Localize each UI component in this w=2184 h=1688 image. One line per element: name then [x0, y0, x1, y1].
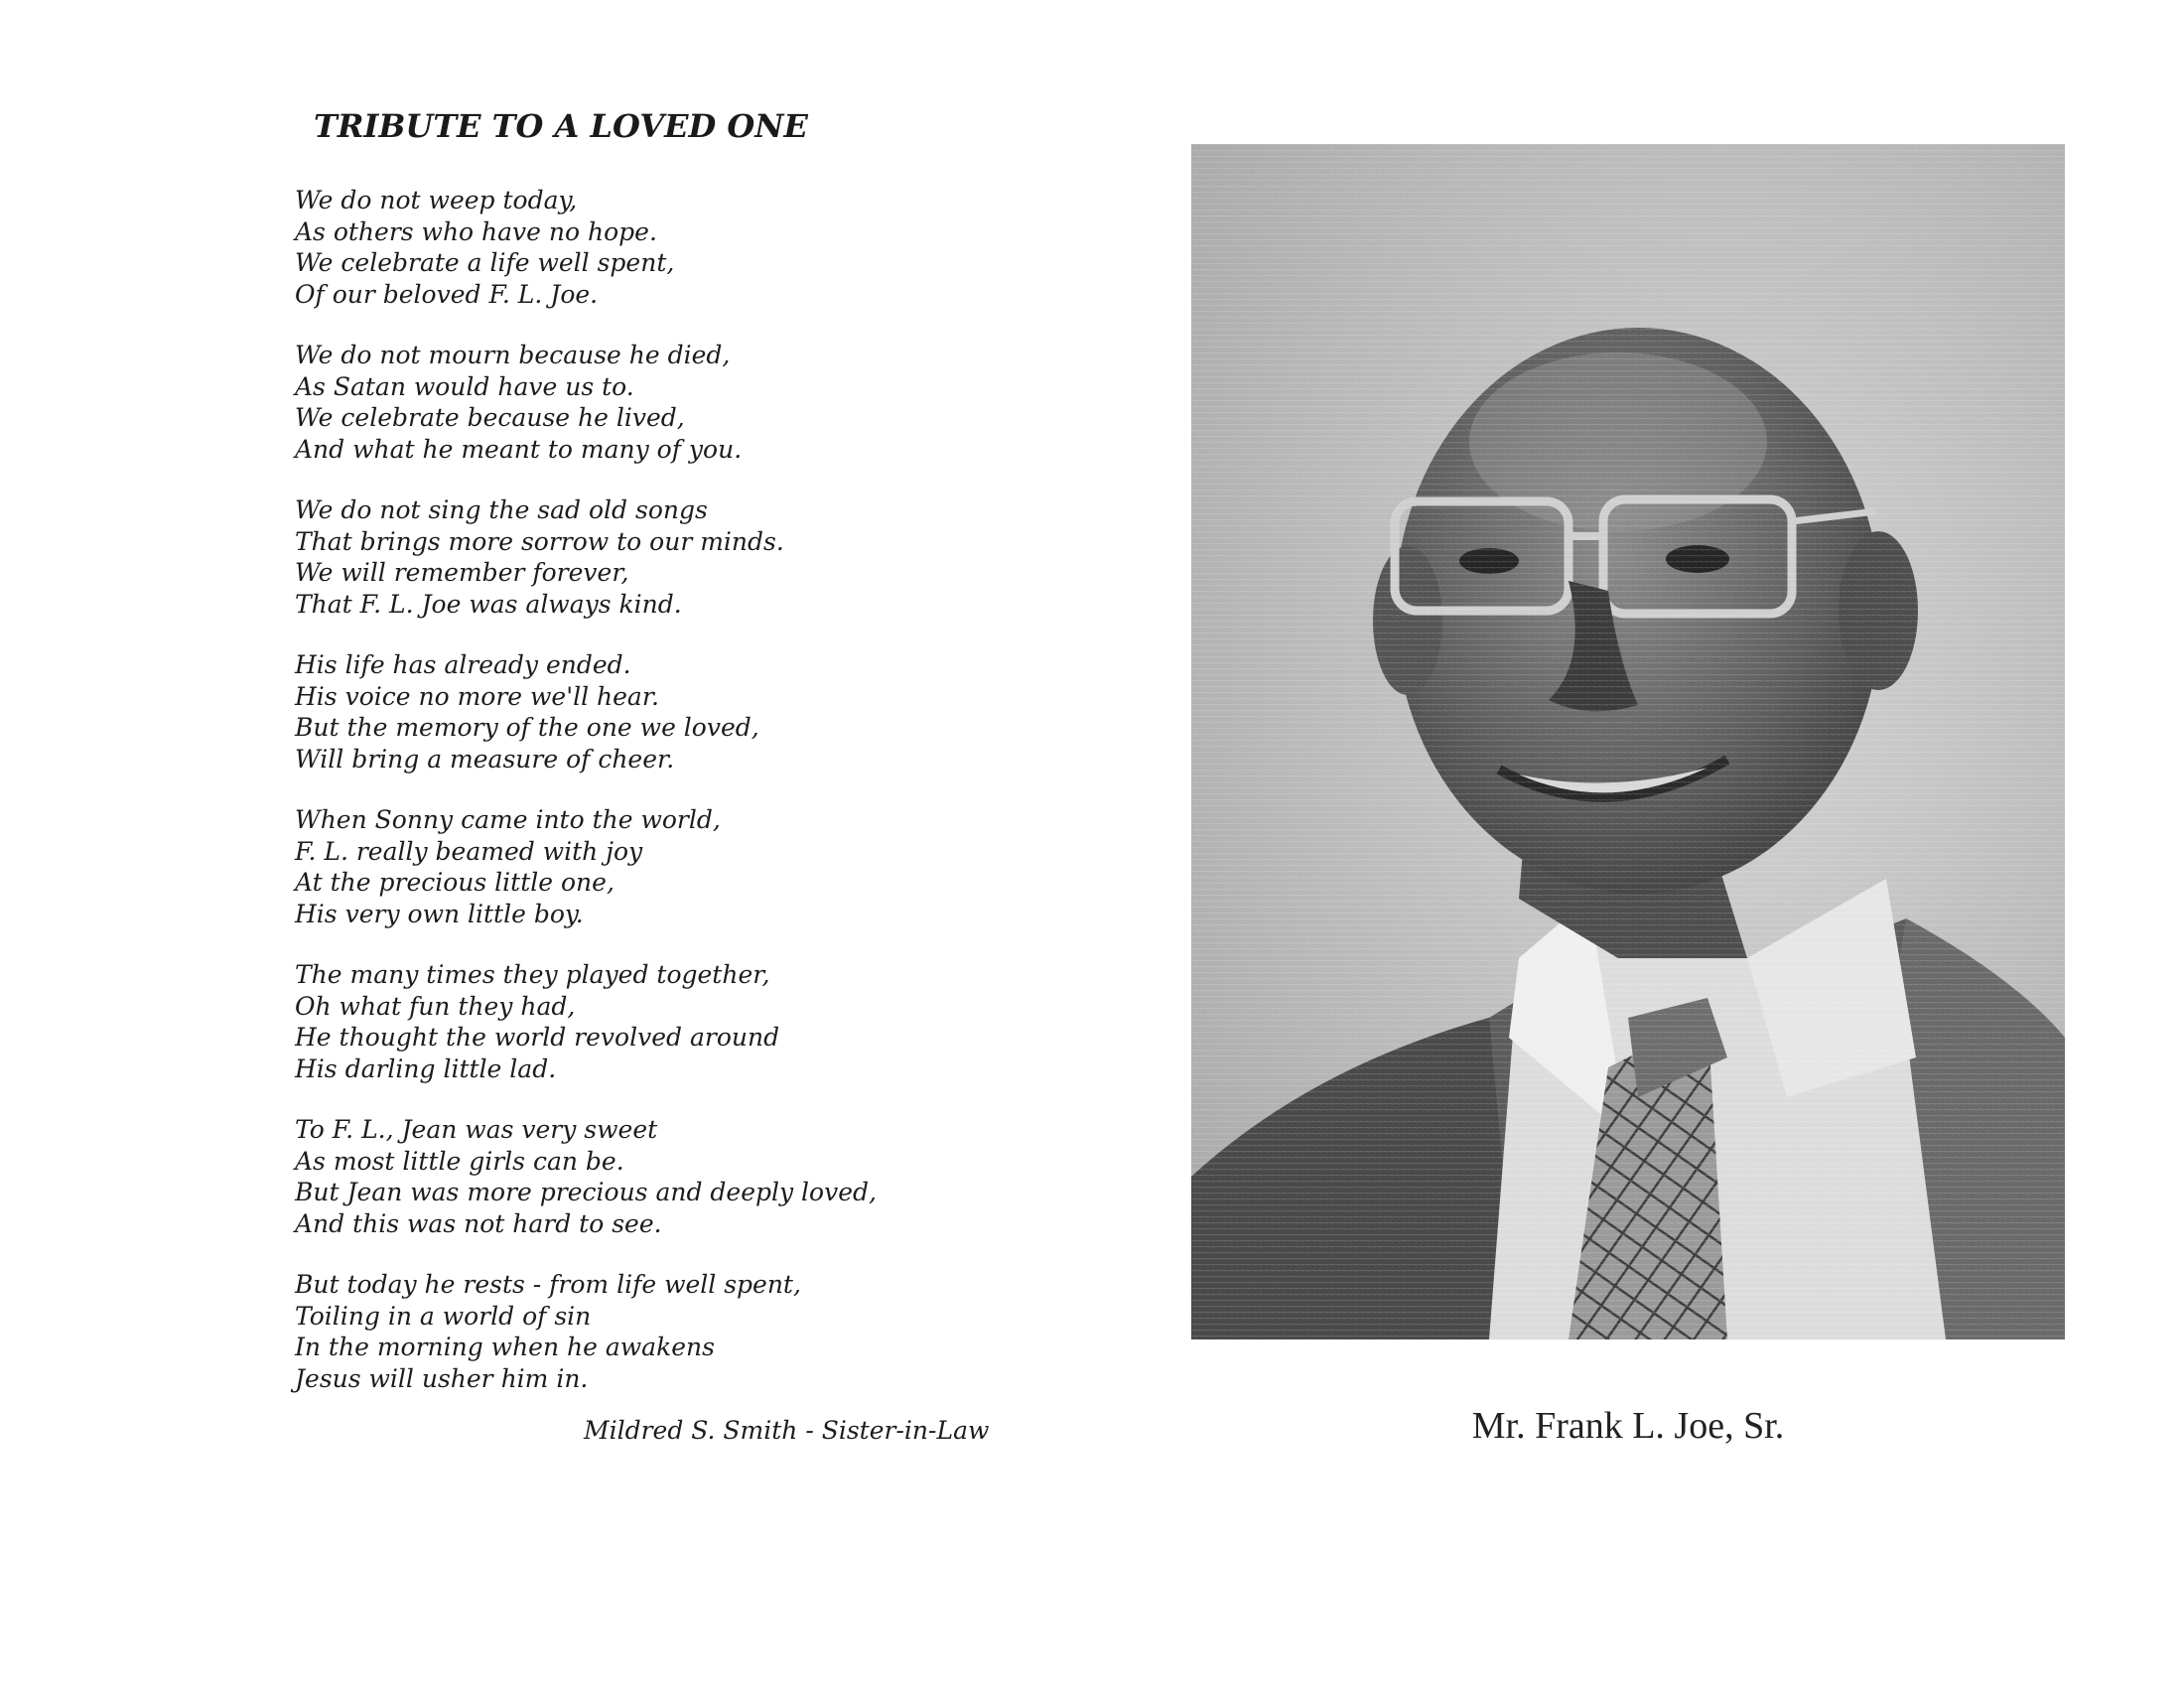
poem-line: We will remember forever,	[295, 558, 629, 587]
poem-line: We celebrate a life well spent,	[295, 248, 675, 277]
poem-stanza	[295, 1114, 1049, 1239]
poem-stanza	[295, 959, 1049, 1084]
portrait-illustration	[1191, 144, 2065, 1339]
poem-stanza	[295, 1269, 1049, 1394]
poem-stanza	[295, 185, 1049, 310]
poem-line: We do not weep today,	[295, 186, 578, 214]
poem-line: In the morning when he awakens	[295, 1333, 715, 1361]
poem-line: We celebrate because he lived,	[295, 403, 685, 432]
poem-stanza	[295, 804, 1049, 929]
poem-line: We do not sing the sad old songs	[295, 495, 708, 524]
poem-line: His voice no more we'll hear.	[295, 681, 659, 711]
poem-line: Jesus will usher him in.	[295, 1363, 589, 1393]
poem-line: F. L. really beamed with joy	[295, 836, 643, 866]
poem-line: But today he rests - from life well spent,	[295, 1270, 801, 1299]
poem-stanza	[295, 494, 1049, 620]
poem-line: We do not mourn because he died,	[295, 341, 731, 369]
poem-line: And what he meant to many of you.	[295, 434, 743, 464]
poem-attribution: Mildred S. Smith - Sister-in-Law	[584, 1416, 990, 1445]
poem-line: But Jean was more precious and deeply loved,	[295, 1178, 877, 1206]
poem-line: His life has already ended.	[295, 650, 631, 679]
poem-stanza	[295, 340, 1049, 465]
portrait-caption: Mr. Frank L. Joe, Sr.	[1471, 1405, 1785, 1447]
poem-stanza	[295, 649, 1049, 774]
poem-line: As most little girls can be.	[295, 1146, 624, 1176]
poem-line: When Sonny came into the world,	[295, 805, 721, 834]
poem-body	[295, 185, 1049, 1424]
poem-line: But the memory of the one we loved,	[295, 713, 759, 742]
poem-line: The many times they played together,	[295, 960, 770, 989]
poem-line: As Satan would have us to.	[295, 371, 634, 401]
poem-line: His darling little lad.	[295, 1054, 557, 1083]
poem-line: To F. L., Jean was very sweet	[295, 1115, 658, 1144]
poem-line: Toiling in a world of sin	[295, 1301, 592, 1331]
poem-line: As others who have no hope.	[295, 216, 657, 246]
poem-line: And this was not hard to see.	[295, 1208, 662, 1238]
poem-line: Of our beloved F. L. Joe.	[295, 279, 599, 309]
poem-line: His very own little boy.	[295, 899, 584, 928]
portrait-photo	[1191, 144, 2065, 1339]
poem-line: That brings more sorrow to our minds.	[295, 526, 784, 556]
poem-line: Oh what fun they had,	[295, 991, 576, 1021]
poem-title: TRIBUTE TO A LOVED ONE	[314, 107, 808, 145]
poem-line: At the precious little one,	[295, 868, 614, 897]
poem-line: That F. L. Joe was always kind.	[295, 589, 682, 619]
poem-line: He thought the world revolved around	[295, 1023, 780, 1052]
poem-line: Will bring a measure of cheer.	[295, 744, 675, 774]
